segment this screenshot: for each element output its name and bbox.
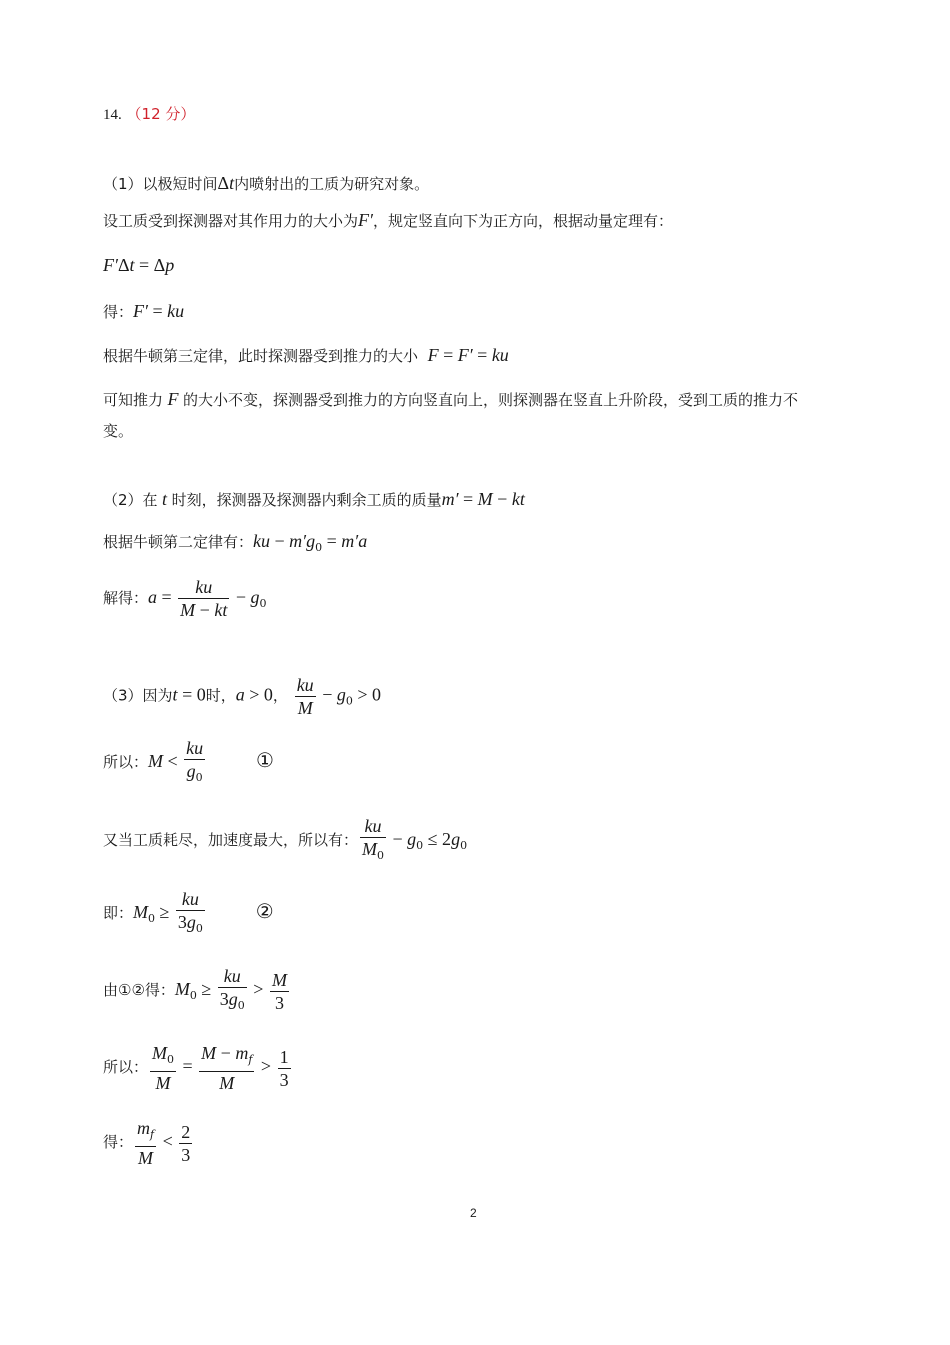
problem-heading xyxy=(103,103,195,126)
fraction: $\frac{ku}{M}$ xyxy=(296,675,314,718)
problem-number: 14. xyxy=(103,107,122,123)
fraction: $\frac{m_f}{M}$ xyxy=(137,1118,155,1168)
fraction: $\frac{M - m_f}{M}$ xyxy=(201,1043,253,1093)
page-number: 2 xyxy=(470,1206,477,1220)
fraction: $\frac{2}{3}$ xyxy=(181,1121,191,1165)
fraction: $\frac{1}{3}$ xyxy=(279,1046,289,1090)
part2-second-law: 根据牛顿第二定律有：ku − $m'g_0 = m'a$ xyxy=(103,531,368,554)
part2-line1: （2）在 t 时刻，探测器及探测器内剩余工质的质量m′ = M − kt xyxy=(103,489,525,509)
part3-max-accel: 又当工质耗尽，加速度最大，所以有： $\frac{ku}{M_0}$ − $g_0 \le 2g_0$ xyxy=(103,815,467,867)
part3-inequality-2: 即：$M_0$ ≥ $\frac{ku}{3g_0}$ ② xyxy=(103,888,274,940)
part1-conclusion: 可知推力 F 的大小不变，探测器受到推力的方向竖直向上，则探测器在竖直上升阶段，受到工质的推力不 xyxy=(103,389,799,409)
fraction: $\frac{ku}{M_0}$ xyxy=(362,816,385,862)
part1-line1: （1）以极短时间Δt内喷射出的工质为研究对象。 xyxy=(103,173,430,193)
part3-combined: 由①②得：$M_0$ ≥ $\frac{ku}{3g_0}$ > $\frac{M}{3}$ xyxy=(103,965,291,1017)
fraction: $\frac{M}{3}$ xyxy=(271,969,287,1013)
problem-points: （12 分） xyxy=(126,105,196,123)
part3-line1: （3）因为t = 0时，a > 0， $\frac{ku}{M}$ − $g_0 > 0$ xyxy=(103,675,381,718)
fraction: $\frac{ku}{3g_0}$ xyxy=(219,966,245,1012)
part3-ratio: 所以： $\frac{M_0}{M}$ = $\frac{M - m_f}{M}$ > $\frac{1}{3}$ xyxy=(103,1043,289,1093)
part3-final-result: 得： $\frac{m_f}{M}$ < $\frac{2}{3}$ xyxy=(103,1118,191,1168)
fraction: $\frac{ku}{M - kt}$ xyxy=(180,577,228,620)
part1-result-force: 得：F′ = ku xyxy=(103,301,185,321)
part3-inequality-1: 所以：M < $\frac{ku}{g_0}$ ① xyxy=(103,737,274,789)
fraction: $\frac{ku}{g_0}$ xyxy=(186,738,204,784)
fraction: $\frac{ku}{3g_0}$ xyxy=(177,889,203,935)
circle-one-marker: ① xyxy=(255,748,274,772)
part2-acceleration: 解得：a = $\frac{ku}{M - kt}$ − $g_0$ xyxy=(103,577,267,620)
part1-third-law: 根据牛顿第三定律，此时探测器受到推力的大小 F = F′ = ku xyxy=(103,345,509,365)
part1-equation-momentum: F′Δt = Δp xyxy=(103,255,175,275)
part1-line2: 设工质受到探测器对其作用力的大小为F′，规定竖直向下为正方向，根据动量定理有： xyxy=(103,210,673,230)
fraction: $\frac{M_0}{M}$ xyxy=(152,1043,175,1093)
part1-conclusion-end: 变。 xyxy=(103,422,134,440)
circle-two-marker: ② xyxy=(255,899,274,923)
